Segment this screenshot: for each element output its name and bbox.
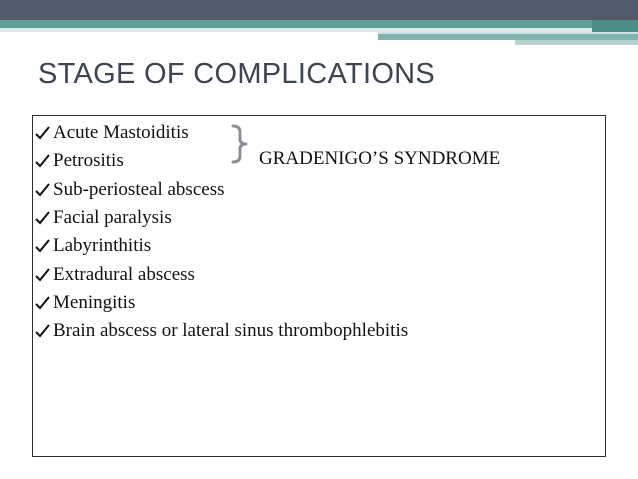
syndrome-annotation: GRADENIGO’S SYNDROME bbox=[259, 148, 501, 169]
item-label: Labyrinthitis bbox=[53, 235, 152, 257]
checkmark-icon bbox=[35, 238, 50, 254]
list-item bbox=[35, 289, 408, 317]
item-label: Meningitis bbox=[53, 291, 136, 313]
item-label: Brain abscess or lateral sinus thrombophlebitis bbox=[53, 320, 409, 342]
checkmark-icon bbox=[35, 295, 50, 311]
list-item bbox=[35, 176, 408, 204]
item-label: Extradural abscess bbox=[53, 263, 195, 285]
list-item bbox=[35, 260, 408, 288]
checkmark-icon bbox=[35, 323, 50, 339]
checkmark-icon bbox=[35, 182, 50, 198]
checkmark-icon bbox=[35, 125, 50, 141]
checkmark-icon bbox=[35, 267, 50, 283]
list-item bbox=[35, 204, 408, 232]
item-label: Sub-periosteal abscess bbox=[53, 178, 225, 200]
item-label: Acute Mastoiditis bbox=[53, 122, 189, 144]
list-item bbox=[35, 119, 408, 147]
checkmark-icon bbox=[35, 153, 50, 169]
list-item bbox=[35, 232, 408, 260]
list-item bbox=[35, 317, 408, 345]
item-label: Petrositis bbox=[53, 150, 124, 172]
right-brace-icon bbox=[230, 124, 252, 164]
checkmark-icon bbox=[35, 210, 50, 226]
header-decoration bbox=[0, 0, 638, 48]
slide-title: STAGE OF COMPLICATIONS bbox=[38, 58, 436, 90]
item-label: Facial paralysis bbox=[53, 207, 172, 229]
